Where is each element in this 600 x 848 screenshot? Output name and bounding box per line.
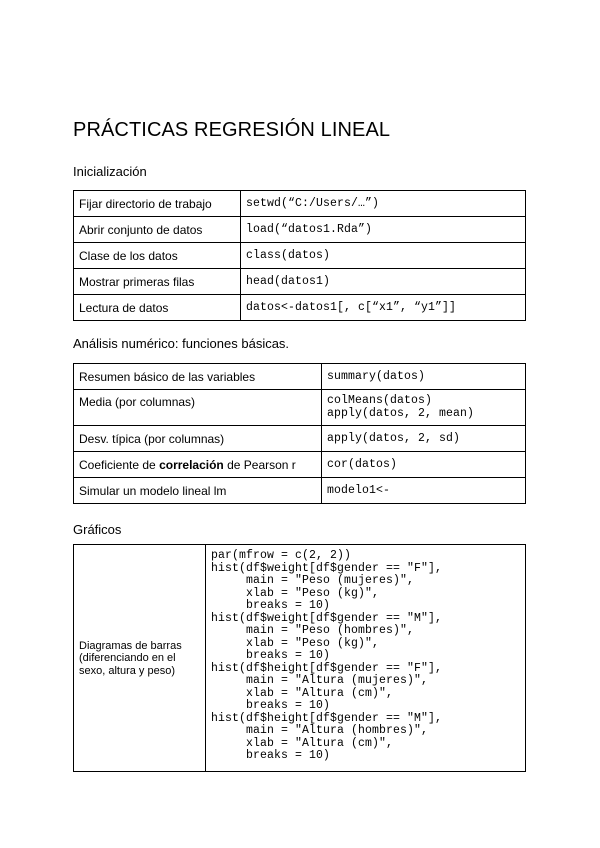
code-line: cor(datos) [327,458,398,471]
row-label: Resumen básico de las variables [74,364,322,390]
table-row [74,269,526,295]
row-code [322,478,526,504]
row-code [322,390,526,426]
code-line: breaks = 10) [211,749,331,762]
table-row [74,478,526,504]
code-line: xlab = "Altura (cm)", [211,736,394,750]
table-row [74,390,526,426]
init-table [73,190,526,321]
code-line: xlab = "Altura (cm)", [211,686,394,700]
code-line: xlab = "Peso (kg)", [211,586,380,600]
row-code [322,426,526,452]
code-line: hist(df$weight[df$gender == "F"], [211,561,443,575]
code-line: hist(df$height[df$gender == "M"], [211,711,443,725]
section-heading-init: Inicialización [73,164,147,179]
table-row [74,545,526,772]
row-code [206,545,526,772]
code-line: breaks = 10) [211,649,331,662]
row-label: Lectura de datos [74,295,241,321]
code-line: main = "Peso (hombres)", [211,624,415,637]
page-title: PRÁCTICAS REGRESIÓN LINEAL [73,119,391,141]
label-line: Diagramas de barras [79,639,182,652]
row-label: Simular un modelo lineal lm [74,478,322,504]
label-bold: correlación [159,457,224,472]
code-line: main = "Altura (mujeres)", [211,674,429,687]
code-line: breaks = 10) [211,599,331,612]
graphics-table [73,544,526,772]
table-row [74,295,526,321]
table-row [74,426,526,452]
row-label: Mostrar primeras filas [74,269,241,295]
row-code: head(datos1) [241,269,526,295]
code-line: apply(datos, 2, sd) [327,432,461,445]
section-heading-graphics: Gráficos [73,522,122,537]
row-label: Media (por columnas) [74,390,322,426]
table-row [74,364,526,390]
row-code [322,452,526,478]
row-label [74,452,322,478]
row-label [74,545,206,772]
row-code: load(“datos1.Rda”) [241,217,526,243]
table-row [74,452,526,478]
code-line: main = "Altura (hombres)", [211,724,429,737]
table-row [74,191,526,217]
row-label: Abrir conjunto de datos [74,217,241,243]
section-heading-analysis: Análisis numérico: funciones básicas. [73,336,290,351]
code-line: breaks = 10) [211,699,331,712]
table-row [74,243,526,269]
row-label: Desv. típica (por columnas) [74,426,322,452]
code-line: colMeans(datos) [327,394,433,407]
analysis-table [73,363,526,504]
label-line: sexo, altura y peso) [79,664,175,677]
label-line: (diferenciando en el [79,652,176,664]
code-line: modelo1<- [327,484,391,497]
row-code: class(datos) [241,243,526,269]
label-pre: Coeficiente de [79,457,160,472]
row-label: Fijar directorio de trabajo [74,191,241,217]
table-row [74,217,526,243]
row-label: Clase de los datos [74,243,241,269]
code-line: hist(df$weight[df$gender == "M"], [211,611,443,625]
label-post: de Pearson r [223,457,296,472]
code-line: summary(datos) [327,370,426,383]
row-code [322,364,526,390]
code-line: par(mfrow = c(2, 2)) [211,549,352,562]
code-line: xlab = "Peso (kg)", [211,636,380,650]
code-line: main = "Peso (mujeres)", [211,574,415,587]
row-code: setwd(“C:/Users/…”) [241,191,526,217]
code-line: hist(df$height[df$gender == "F"], [211,661,443,675]
code-line: apply(datos, 2, mean) [327,407,475,420]
row-code: datos<-datos1[, c[“x1”, “y1”]] [241,295,526,321]
